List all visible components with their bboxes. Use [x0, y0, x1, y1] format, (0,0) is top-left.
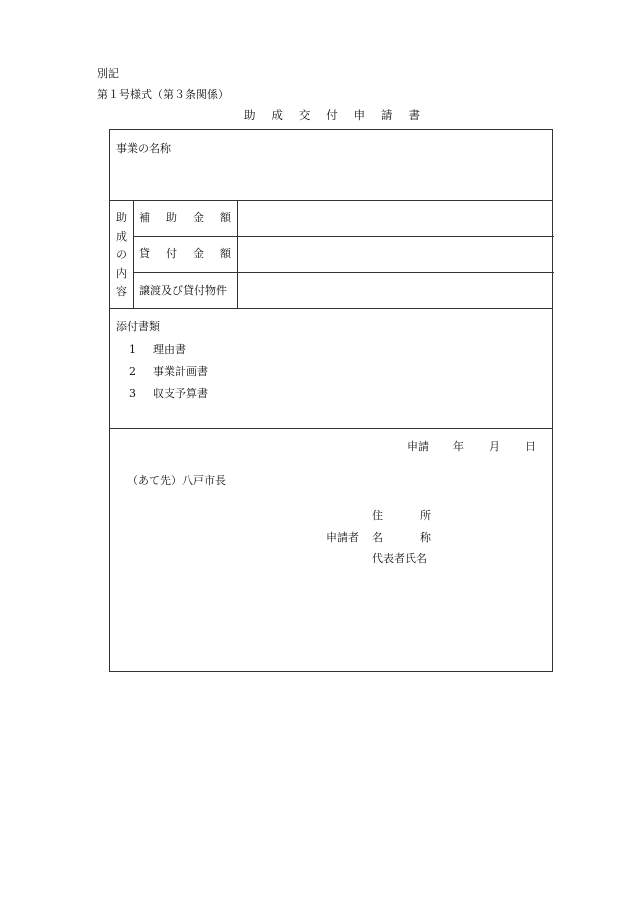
date-day: 日 [525, 440, 536, 453]
applicant-label: 申請者 [326, 531, 359, 544]
title-char: 付 [326, 108, 338, 122]
attachment-item: 2 事業計画書 [129, 365, 208, 378]
title-char: 成 [271, 108, 283, 122]
subsidy-section-label: 助 成 の 内 容 [116, 211, 127, 298]
attachment-item: 1 理由書 [129, 343, 186, 356]
title-char: 交 [298, 108, 311, 122]
divider [133, 236, 554, 237]
form-number: 第１号様式（第３条関係） [97, 88, 229, 101]
subsidy-amount-label: 補 助 金 額 [139, 211, 231, 224]
name-label: 名 称 [372, 531, 431, 544]
attachment-item: 3 収支予算書 [129, 387, 208, 400]
divider [133, 200, 134, 308]
loan-amount-label: 貸 付 金 額 [139, 247, 231, 260]
title-char: 助 [244, 108, 256, 122]
form-title [244, 110, 420, 122]
application-date-label: 申請 [407, 440, 429, 453]
divider [110, 308, 552, 309]
project-name-label: 事業の名称 [116, 142, 171, 155]
divider [237, 200, 238, 308]
attachments-label: 添付書類 [116, 320, 160, 333]
title-char: 申 [353, 108, 366, 122]
address-label: 住 所 [372, 509, 431, 522]
title-char: 書 [408, 108, 420, 122]
transfer-loan-items-label: 譲渡及び貸付物件 [139, 284, 227, 297]
date-month: 月 [489, 440, 500, 453]
application-form [109, 129, 553, 672]
title-char: 請 [381, 108, 393, 122]
divider [133, 272, 554, 273]
divider [110, 200, 552, 201]
date-year: 年 [453, 440, 464, 453]
betsuki-label: 別記 [97, 67, 119, 80]
divider [110, 428, 552, 429]
representative-name-label: 代表者氏名 [372, 552, 427, 565]
addressee: （あて先）八戸市長 [127, 474, 226, 487]
